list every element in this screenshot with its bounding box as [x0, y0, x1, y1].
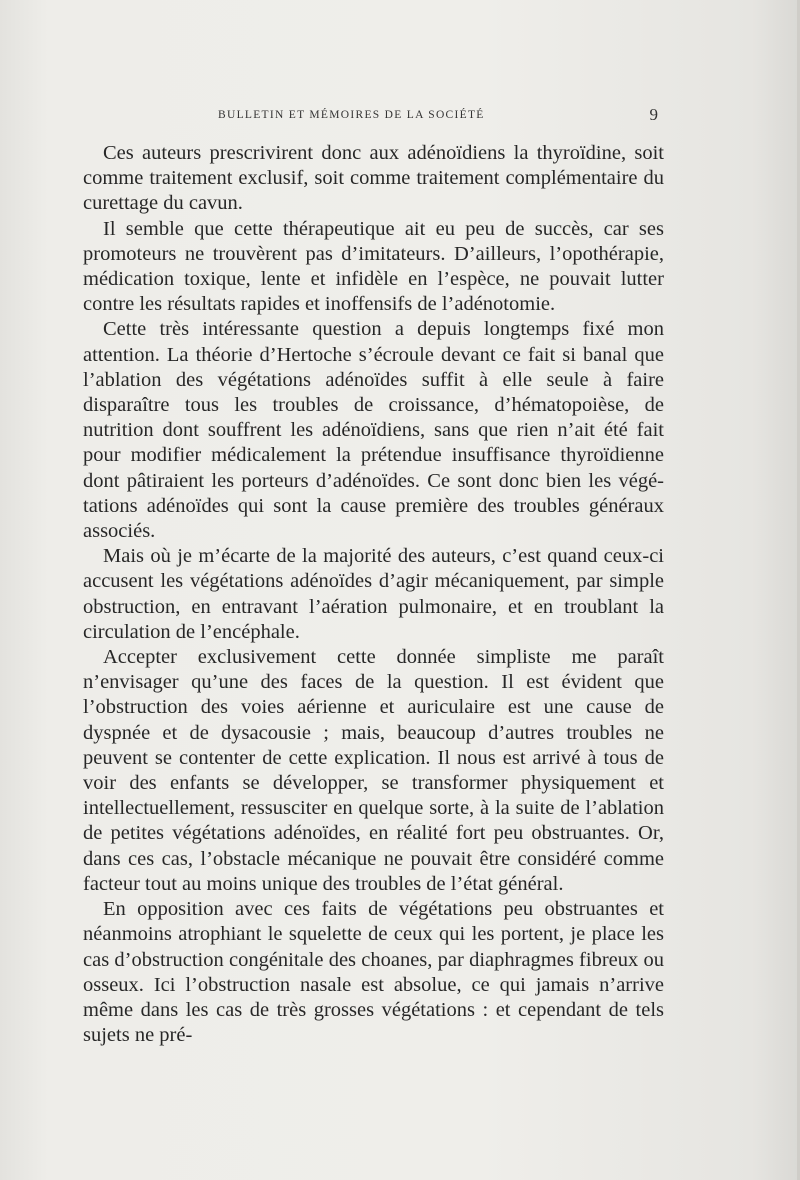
- paragraph: Mais où je m’écarte de la majorité des auteurs, c’est quand ceux-ci accusent les végétations adénoïdes d’agir mécaniquement, par simple obstruction, en entravant l’aération pulmonaire, et en troublant la circulation de l’encéphale.: [83, 545, 664, 643]
- paragraph: Accepter exclusivement cette donnée simpliste me paraît n’envisager qu’une des faces de la question. Il est évident que l’obstruction des voies aérienne et auriculaire est une cause de dyspnée et de dysacousie ; mais, beaucoup d’autres troubles ne peuvent se contenter de cette explication. Il nous est arrivé à tous de voir des enfants se développer, se transformer physiquement et intellectuellement, ressusciter en quelque sorte, à la suite de l’ablation de petites végétations adénoïdes, en réalité fort peu obstruantes. Or, dans ces cas, l’obstacle mécanique ne pouvait être considéré comme facteur tout au moins unique des troubles de l’état général.: [83, 646, 664, 895]
- body-text: [83, 141, 664, 1048]
- page-number: 9: [649, 105, 658, 124]
- paragraph: Cette très intéressante question a depuis longtemps fixé mon attention. La théorie d’Hertoche s’écroule devant ce fait si banal que l’ablation des végétations adénoïdes suffit à elle seule à faire disparaître tous les troubles de croissance, d’hématopoièse, de nutrition dont souffrent les adénoïdiens, sans que rien n’ait été fait pour modifier médicalement la prétendue insuffisance thyroïdienne dont pâtiraient les porteurs d’adénoïdes. Ce sont donc bien les végétations adénoïdes qui sont la cause première des troubles généraux associés.: [83, 318, 664, 543]
- paragraph: En opposition avec ces faits de végétations peu obstruantes et néanmoins atrophiant le squelette de ceux qui les portent, je place les cas d’obstruction congénitale des choanes, par diaphragmes fibreux ou osseux. Ici l’obstruction nasale est absolue, ce qui jamais n’arrive même dans les cas de très grosses végétations : et cependant de tels sujets ne pré-: [83, 898, 664, 1047]
- running-header: [86, 107, 666, 127]
- running-header-title: BULLETIN ET MÉMOIRES DE LA SOCIÉTÉ: [218, 109, 485, 121]
- paragraph: Il semble que cette thérapeutique ait eu peu de succès, car ses promoteurs ne trouvèrent pas d’imitateurs. D’ailleurs, l’opothérapie, médication toxique, lente et infidèle en l’espèce, ne pouvait lutter contre les résultats rapides et inoffensifs de l’adénotomie.: [83, 217, 664, 316]
- paragraph: Ces auteurs prescrivirent donc aux adénoïdiens la thyroïdine, soit comme traitement exclusif, soit comme traitement complémentaire du curettage du cavun.: [83, 142, 664, 215]
